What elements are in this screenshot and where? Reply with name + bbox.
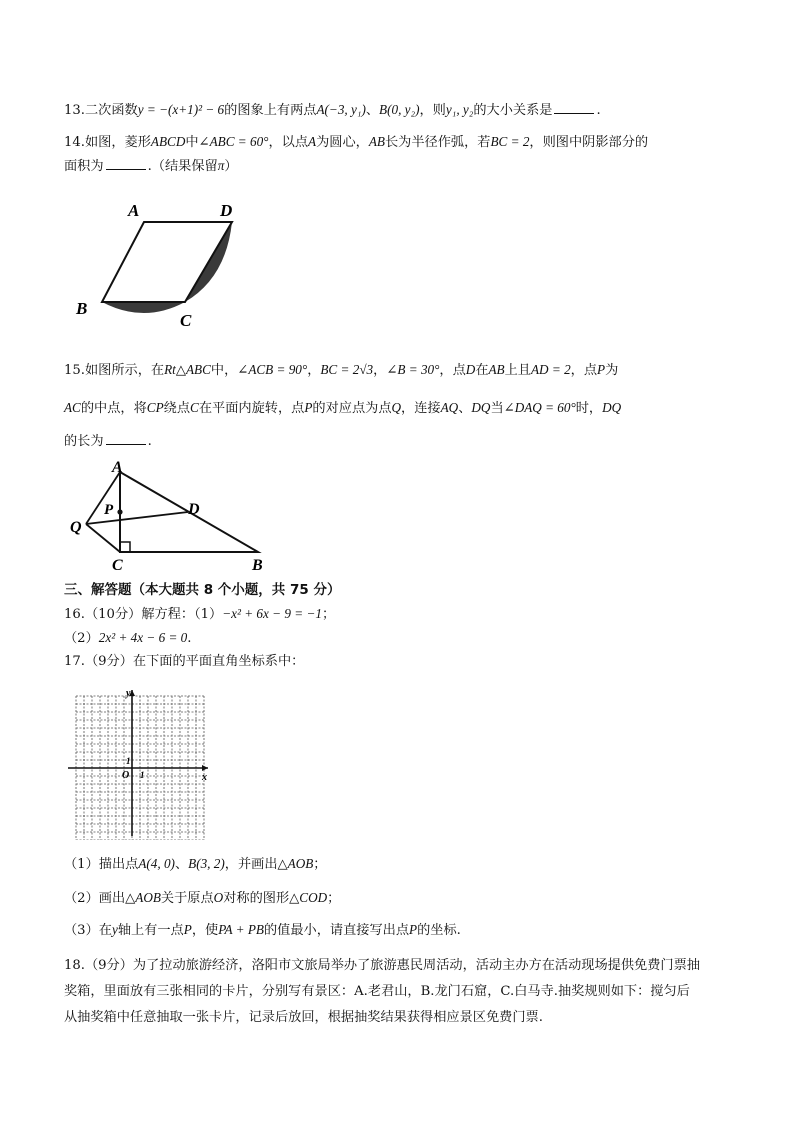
- q15-bc: BC = 2√3: [320, 362, 374, 377]
- q14-point: A: [308, 134, 317, 149]
- q17-part3: [64, 920, 461, 941]
- q15-text-2g: 当: [490, 401, 504, 416]
- q16-equation-2: 2x² + 4x − 6 = 0: [98, 630, 188, 645]
- x-axis-label: x: [202, 772, 207, 783]
- point-p: [117, 509, 122, 514]
- q13-vars: y₁, y₂: [445, 102, 474, 117]
- q17-p3-text: （3）在: [64, 923, 112, 938]
- right-angle-mark: [120, 542, 130, 552]
- q14-pi: π: [217, 158, 225, 173]
- q17-p3-text-b: 轴上有一点: [117, 923, 184, 938]
- q14-text-e: 长为半径作弧，若: [384, 135, 491, 150]
- q17-y-axis-name: y: [111, 922, 118, 937]
- q14-shape: ABCD: [150, 134, 186, 149]
- q13-then: ，则: [419, 103, 446, 118]
- origin-label: O: [122, 770, 130, 781]
- q15-segment-dq2: DQ: [602, 400, 622, 415]
- label-a: A: [128, 201, 140, 220]
- q15-point-p: P: [597, 362, 606, 377]
- q13-line: [64, 100, 601, 121]
- q16-line1: [64, 604, 335, 625]
- q17-p3-end: 的坐标.: [417, 923, 461, 938]
- q17-point-a: A(4, 0): [138, 856, 175, 871]
- q15-text-2c: 在平面内旋转，点: [198, 401, 305, 416]
- q17-triangle-cod: △COD: [289, 890, 328, 905]
- q15-text-2a: 的中点，将: [80, 401, 147, 416]
- q15-text-2d: 的对应点为点: [312, 401, 392, 416]
- q17-point-p: P: [183, 922, 192, 937]
- q17-p1-text-b: ，并画出: [224, 857, 278, 872]
- q17-point-p-2: P: [409, 922, 418, 937]
- label-c: C: [180, 311, 192, 330]
- q14-angle: ∠ABC = 60°: [198, 134, 269, 149]
- label-d: D: [220, 201, 233, 220]
- q15-segment-cp: CP: [146, 400, 164, 415]
- q15-line2: [64, 398, 621, 419]
- q15-point-p2: P: [304, 400, 313, 415]
- section-3-heading: 三、解答题（本大题共 8 个小题，共 75 分）: [64, 582, 341, 598]
- segment-qc: [86, 524, 120, 552]
- label-p: P: [104, 502, 114, 518]
- q14-rhombus-figure: [70, 196, 260, 331]
- q14-line1: [64, 132, 648, 153]
- q13-sep: 、: [365, 103, 380, 118]
- q17-p1-text: （1）描出点: [64, 857, 139, 872]
- q15-sep2: ，: [373, 363, 387, 378]
- q18-line1: 18.（9分）为了拉动旅游经济，洛阳市文旅局举办了旅游惠民周活动，活动主办方在活动现场提供免费门票抽: [64, 958, 700, 973]
- q15-angle-daq: ∠DAQ = 60°: [503, 400, 576, 415]
- q15-line3: [64, 432, 152, 452]
- q14-text-d: 为圆心，: [316, 135, 369, 150]
- label-a: A: [112, 459, 123, 476]
- q17-p2-end: ；: [327, 891, 341, 906]
- q15-text-2f: 、: [458, 401, 472, 416]
- q17-coordinate-grid: [68, 684, 218, 840]
- q13-end: .: [596, 103, 601, 118]
- label-b: B: [252, 557, 263, 574]
- q17-p1-sep: 、: [174, 857, 189, 872]
- q15-text-2b: 绕点: [163, 401, 191, 416]
- q14-text-b: 中: [185, 135, 199, 150]
- y-unit-label: 1: [126, 756, 131, 766]
- segment-aq: [86, 472, 120, 524]
- q15-answer-blank[interactable]: [106, 432, 146, 445]
- q15-text-g: 上且: [504, 363, 531, 378]
- q15-number: 15.: [64, 363, 85, 378]
- q15-length-label: 的长为: [64, 434, 104, 449]
- q17-origin: O: [213, 890, 224, 905]
- q15-text: 如图所示，在: [84, 363, 165, 378]
- q14-line2: [64, 156, 238, 177]
- q13-formula: y = −(x+1)² − 6: [137, 102, 225, 117]
- q15-triangle-figure: [68, 458, 278, 576]
- q13-suffix: 的大小关系是: [473, 103, 553, 118]
- q14-area-label: 面积为: [64, 159, 104, 174]
- q17-part1: [64, 854, 326, 875]
- q13-point-a: A(−3, y₁): [316, 102, 366, 117]
- q14-text-a: 如图，菱形: [84, 135, 151, 150]
- q15-end: .: [147, 434, 152, 449]
- q16-intro: 16.（10分）解方程：（1）: [64, 607, 223, 622]
- q13-answer-blank[interactable]: [554, 101, 594, 114]
- q14-bc: BC = 2: [490, 134, 530, 149]
- q14-number: 14.: [64, 135, 85, 150]
- label-q: Q: [70, 519, 82, 536]
- q15-segment-dq: DQ: [471, 400, 491, 415]
- label-c: C: [112, 557, 123, 574]
- q17-pa-plus-pb: PA + PB: [218, 922, 264, 937]
- q15-segment-aq: AQ: [440, 400, 459, 415]
- q15-ad: AD = 2: [531, 362, 571, 377]
- q15-text-i: 为: [605, 363, 619, 378]
- q17-p3-text-c: ，使: [191, 923, 219, 938]
- q16-equation-1: −x² + 6x − 9 = −1: [222, 606, 322, 621]
- q18-line2: 奖箱，里面放有三张相同的卡片，分别写有景区：A.老君山，B.龙门石窟，C.白马寺.抽奖规则如下：搅匀后: [64, 984, 690, 999]
- shaded-segment-bc: [102, 302, 185, 313]
- q15-text-2e: ，连接: [401, 401, 441, 416]
- q15-text-2h: 时，: [575, 401, 603, 416]
- q14-text-c: ，以点: [268, 135, 309, 150]
- q15-text-b: 中，: [210, 363, 238, 378]
- q13-point-b: B(0, y₂): [379, 102, 420, 117]
- segment-qd: [86, 512, 188, 524]
- q15-point-d: D: [465, 362, 476, 377]
- q17-p2-text-b: 关于原点: [160, 891, 214, 906]
- q15-text-f: 在: [475, 363, 489, 378]
- q15-line1: [64, 360, 618, 381]
- q14-note: .（结果保留: [147, 159, 218, 174]
- q14-segment: AB: [368, 134, 385, 149]
- q17-p3-text-d: 的值最小，请直接写出点: [263, 923, 410, 938]
- q15-text-h: ，点: [570, 363, 598, 378]
- q17-triangle-aob-2: △AOB: [125, 890, 161, 905]
- q15-segment-ac: AC: [64, 400, 81, 415]
- q17-point-b: B(3, 2): [188, 856, 225, 871]
- q17-part2: [64, 888, 340, 909]
- q17-p1-end: ；: [313, 857, 327, 872]
- q15-triangle: Rt△ABC: [164, 362, 211, 377]
- q14-note-end: ）: [224, 159, 238, 174]
- q14-answer-blank[interactable]: [106, 157, 146, 170]
- q15-point-q: Q: [391, 400, 402, 415]
- q16-end: .: [187, 631, 192, 646]
- q18-line3: 从抽奖箱中任意抽取一张卡片，记录后放回，根据抽奖结果获得相应景区免费门票.: [64, 1010, 543, 1025]
- q14-text-f: ，则图中阴影部分的: [529, 135, 649, 150]
- q13-text: 二次函数: [84, 103, 138, 118]
- q17-triangle-aob: △AOB: [277, 856, 314, 871]
- x-unit-label: 1: [140, 770, 145, 780]
- q13-number: 13.: [64, 103, 85, 118]
- q17-p2-text: （2）画出: [64, 891, 126, 906]
- q16-part2: （2）: [64, 631, 99, 646]
- q16-semicolon: ；: [321, 607, 336, 622]
- q15-angle-b: ∠B = 30°: [386, 362, 440, 377]
- x-axis-arrow: [202, 765, 208, 771]
- q17-p2-text-c: 对称的图形: [223, 891, 290, 906]
- y-axis-label: y: [126, 688, 131, 699]
- q15-sep1: ，: [307, 363, 321, 378]
- q15-angle-acb: ∠ACB = 90°: [237, 362, 308, 377]
- q16-line2: [64, 628, 191, 649]
- q15-segment-ab: AB: [488, 362, 505, 377]
- label-b: B: [76, 299, 88, 318]
- q15-text-e: ，点: [439, 363, 466, 378]
- q15-point-c: C: [190, 400, 199, 415]
- q17-intro: 17.（9分）在下面的平面直角坐标系中：: [64, 654, 305, 669]
- label-d: D: [188, 501, 200, 518]
- q13-text-mid: 的图象上有两点: [224, 103, 317, 118]
